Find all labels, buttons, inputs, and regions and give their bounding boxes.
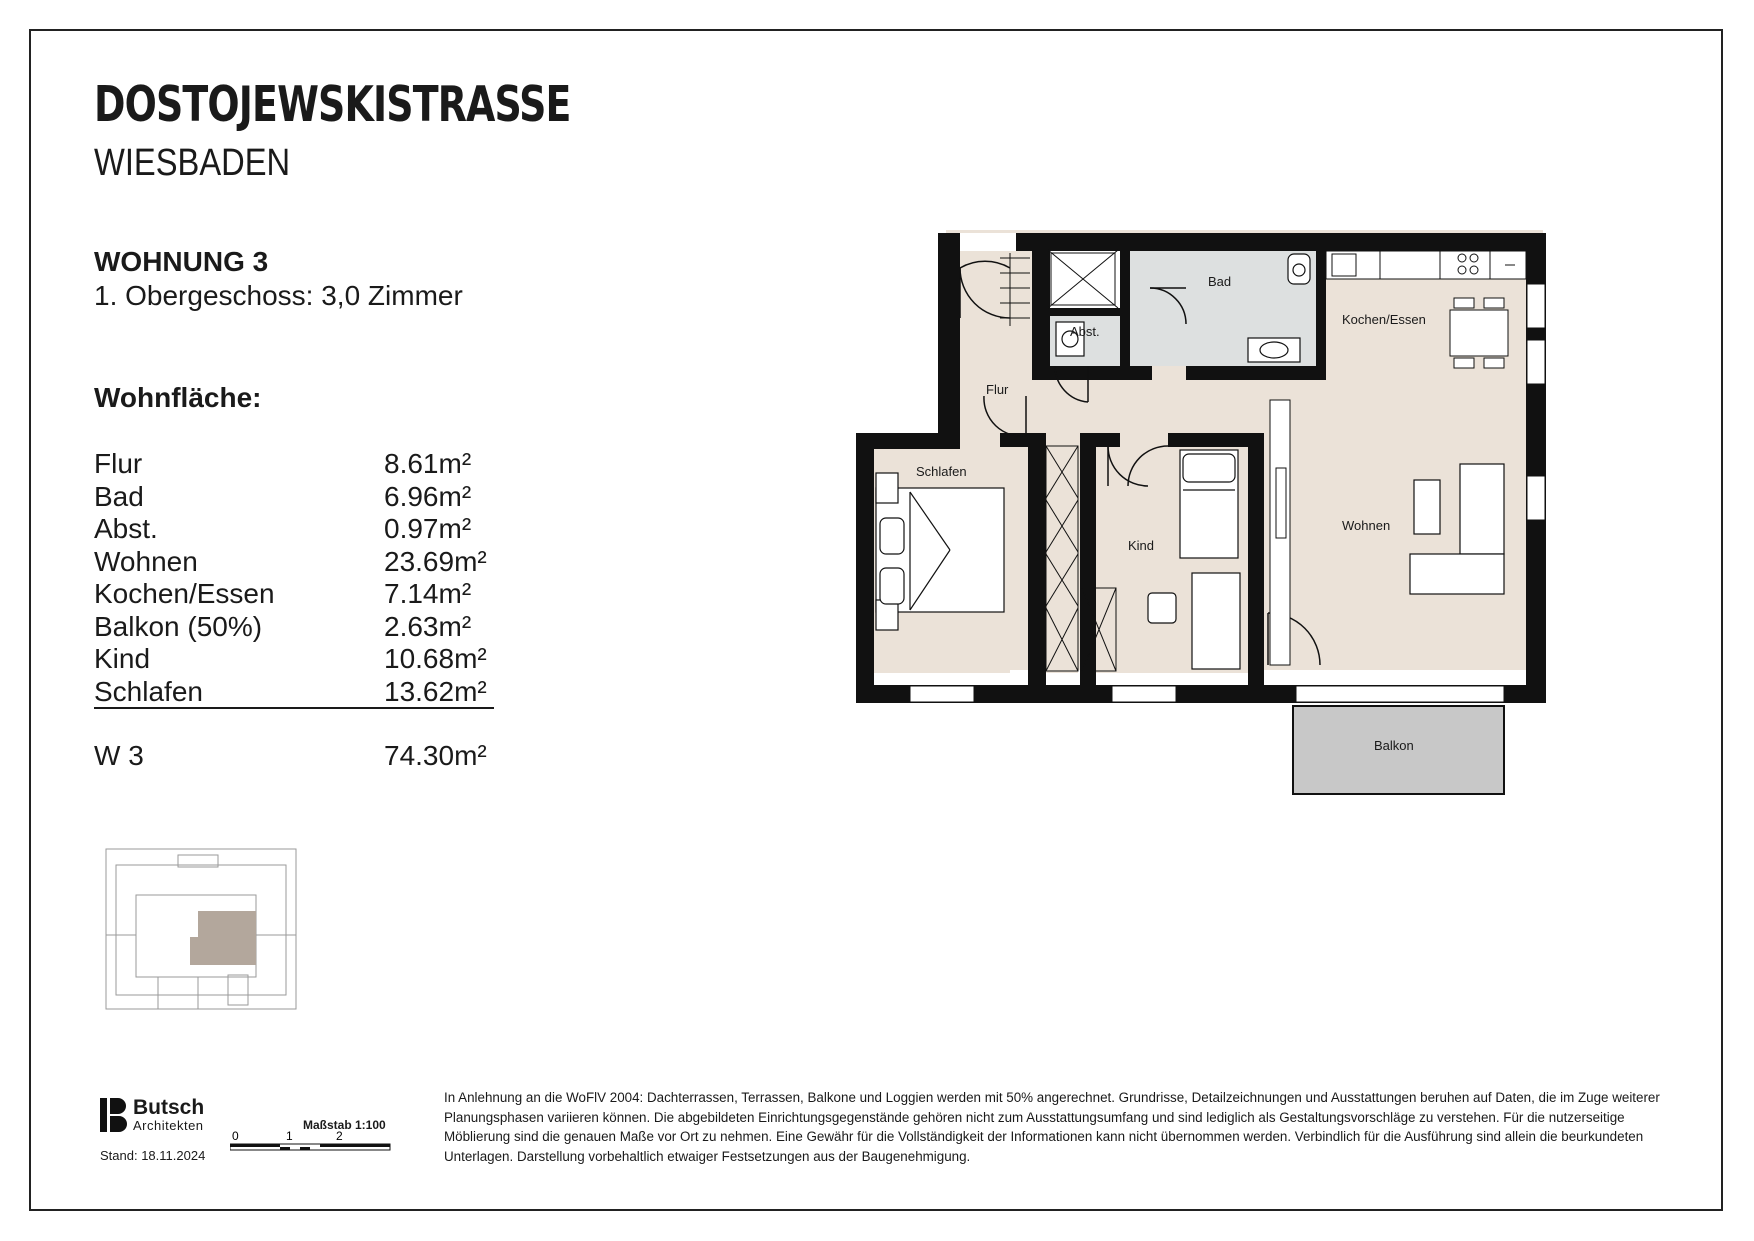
room-label-wohnen: Wohnen bbox=[1342, 518, 1391, 533]
area-name: Kochen/Essen bbox=[94, 578, 275, 609]
area-name: Kind bbox=[94, 643, 151, 674]
area-table bbox=[94, 448, 494, 709]
area-value: 10.68m² bbox=[384, 643, 487, 674]
area-row bbox=[94, 481, 494, 514]
scale-label: Maßstab 1:100 bbox=[303, 1118, 386, 1132]
logo bbox=[100, 1096, 220, 1136]
area-name: Wohnen bbox=[94, 545, 198, 577]
room-label-kind: Kind bbox=[1128, 538, 1155, 553]
area-value: 6.96m² bbox=[384, 480, 472, 512]
room-label-bad: Bad bbox=[1208, 274, 1232, 289]
area-name: Bad bbox=[94, 480, 144, 512]
logo-name: Butsch bbox=[133, 1096, 205, 1119]
area-heading: Wohnfläche: bbox=[94, 382, 262, 413]
area-value: 0.97m² bbox=[384, 513, 472, 544]
room-label-schlafen: Schlafen bbox=[916, 464, 967, 479]
room-label-kochen: Kochen/Essen bbox=[1342, 312, 1426, 327]
project-title: DOSTOJEWSKISTRASSE bbox=[94, 76, 571, 133]
area-value: 23.69m² bbox=[384, 545, 487, 577]
room-label-balkon: Balkon bbox=[1374, 738, 1414, 753]
living-cabinet bbox=[1270, 400, 1290, 665]
area-value: 2.63m² bbox=[384, 610, 472, 642]
area-row bbox=[94, 611, 494, 644]
room-label-flur: Flur bbox=[986, 382, 1009, 397]
stand-date: Stand: 18.11.2024 bbox=[100, 1148, 206, 1163]
unit-subtitle: 1. Obergeschoss: 3,0 Zimmer bbox=[94, 280, 463, 311]
area-row bbox=[94, 676, 494, 709]
area-total-row bbox=[94, 740, 494, 774]
logo-subtitle: Architekten bbox=[133, 1118, 204, 1133]
unit-title: WOHNUNG 3 bbox=[94, 246, 269, 277]
area-row bbox=[94, 578, 494, 611]
floor-plan bbox=[850, 228, 1560, 808]
logo-mark-icon bbox=[100, 1096, 128, 1134]
area-value: 13.62m² bbox=[384, 675, 487, 707]
area-row bbox=[94, 448, 494, 481]
area-row bbox=[94, 546, 494, 579]
area-row bbox=[94, 643, 494, 676]
room-label-abst: Abst. bbox=[1070, 324, 1100, 339]
area-total-name: W 3 bbox=[94, 740, 144, 771]
site-plan bbox=[98, 845, 308, 1013]
double-bed-icon bbox=[876, 473, 1004, 630]
scale-tick-label: 2 bbox=[336, 1129, 343, 1143]
kitchen-counter bbox=[1326, 251, 1526, 279]
disclaimer-text: In Anlehnung an die WoFlV 2004: Dachterrassen, Terrassen, Balkone und Loggien werden mit 50% angerechnet. Grundrisse, Detailzeichnungen und Ausstattungen beruhen auf Daten, die im Zuge weiterer Planungsphasen variieren können. Die abgebildeten Einrichtungsgegenstände gehören nicht zum Ausstattungsumfang und sind lediglich als Gestaltungsvorschläge zu verstehen. Für die nutzerseitige Möblierung sind die genauen Maße vor Ort zu nehmen. Eine Gewähr für die Vollständigkeit der Informationen kann nicht übernommen werden. Verbindlich für die Ausführung sind allein die beurkundeten Unterlagen. Darstellung vorbehaltlich etwaiger Festsetzungen aus der Baugenehmigung. bbox=[444, 1090, 1660, 1164]
area-value: 7.14m² bbox=[384, 578, 472, 609]
scale-bar bbox=[230, 1118, 400, 1158]
area-row bbox=[94, 513, 494, 546]
area-total-value: 74.30m² bbox=[384, 740, 487, 771]
area-name: Abst. bbox=[94, 513, 158, 544]
area-value: 8.61m² bbox=[384, 448, 472, 479]
scale-tick-label: 0 bbox=[232, 1129, 239, 1143]
area-name: Balkon (50%) bbox=[94, 610, 263, 642]
area-name: Flur bbox=[94, 448, 143, 479]
project-city: WIESBADEN bbox=[94, 142, 291, 184]
area-name: Schlafen bbox=[94, 675, 203, 707]
scale-tick-label: 1 bbox=[286, 1129, 293, 1143]
